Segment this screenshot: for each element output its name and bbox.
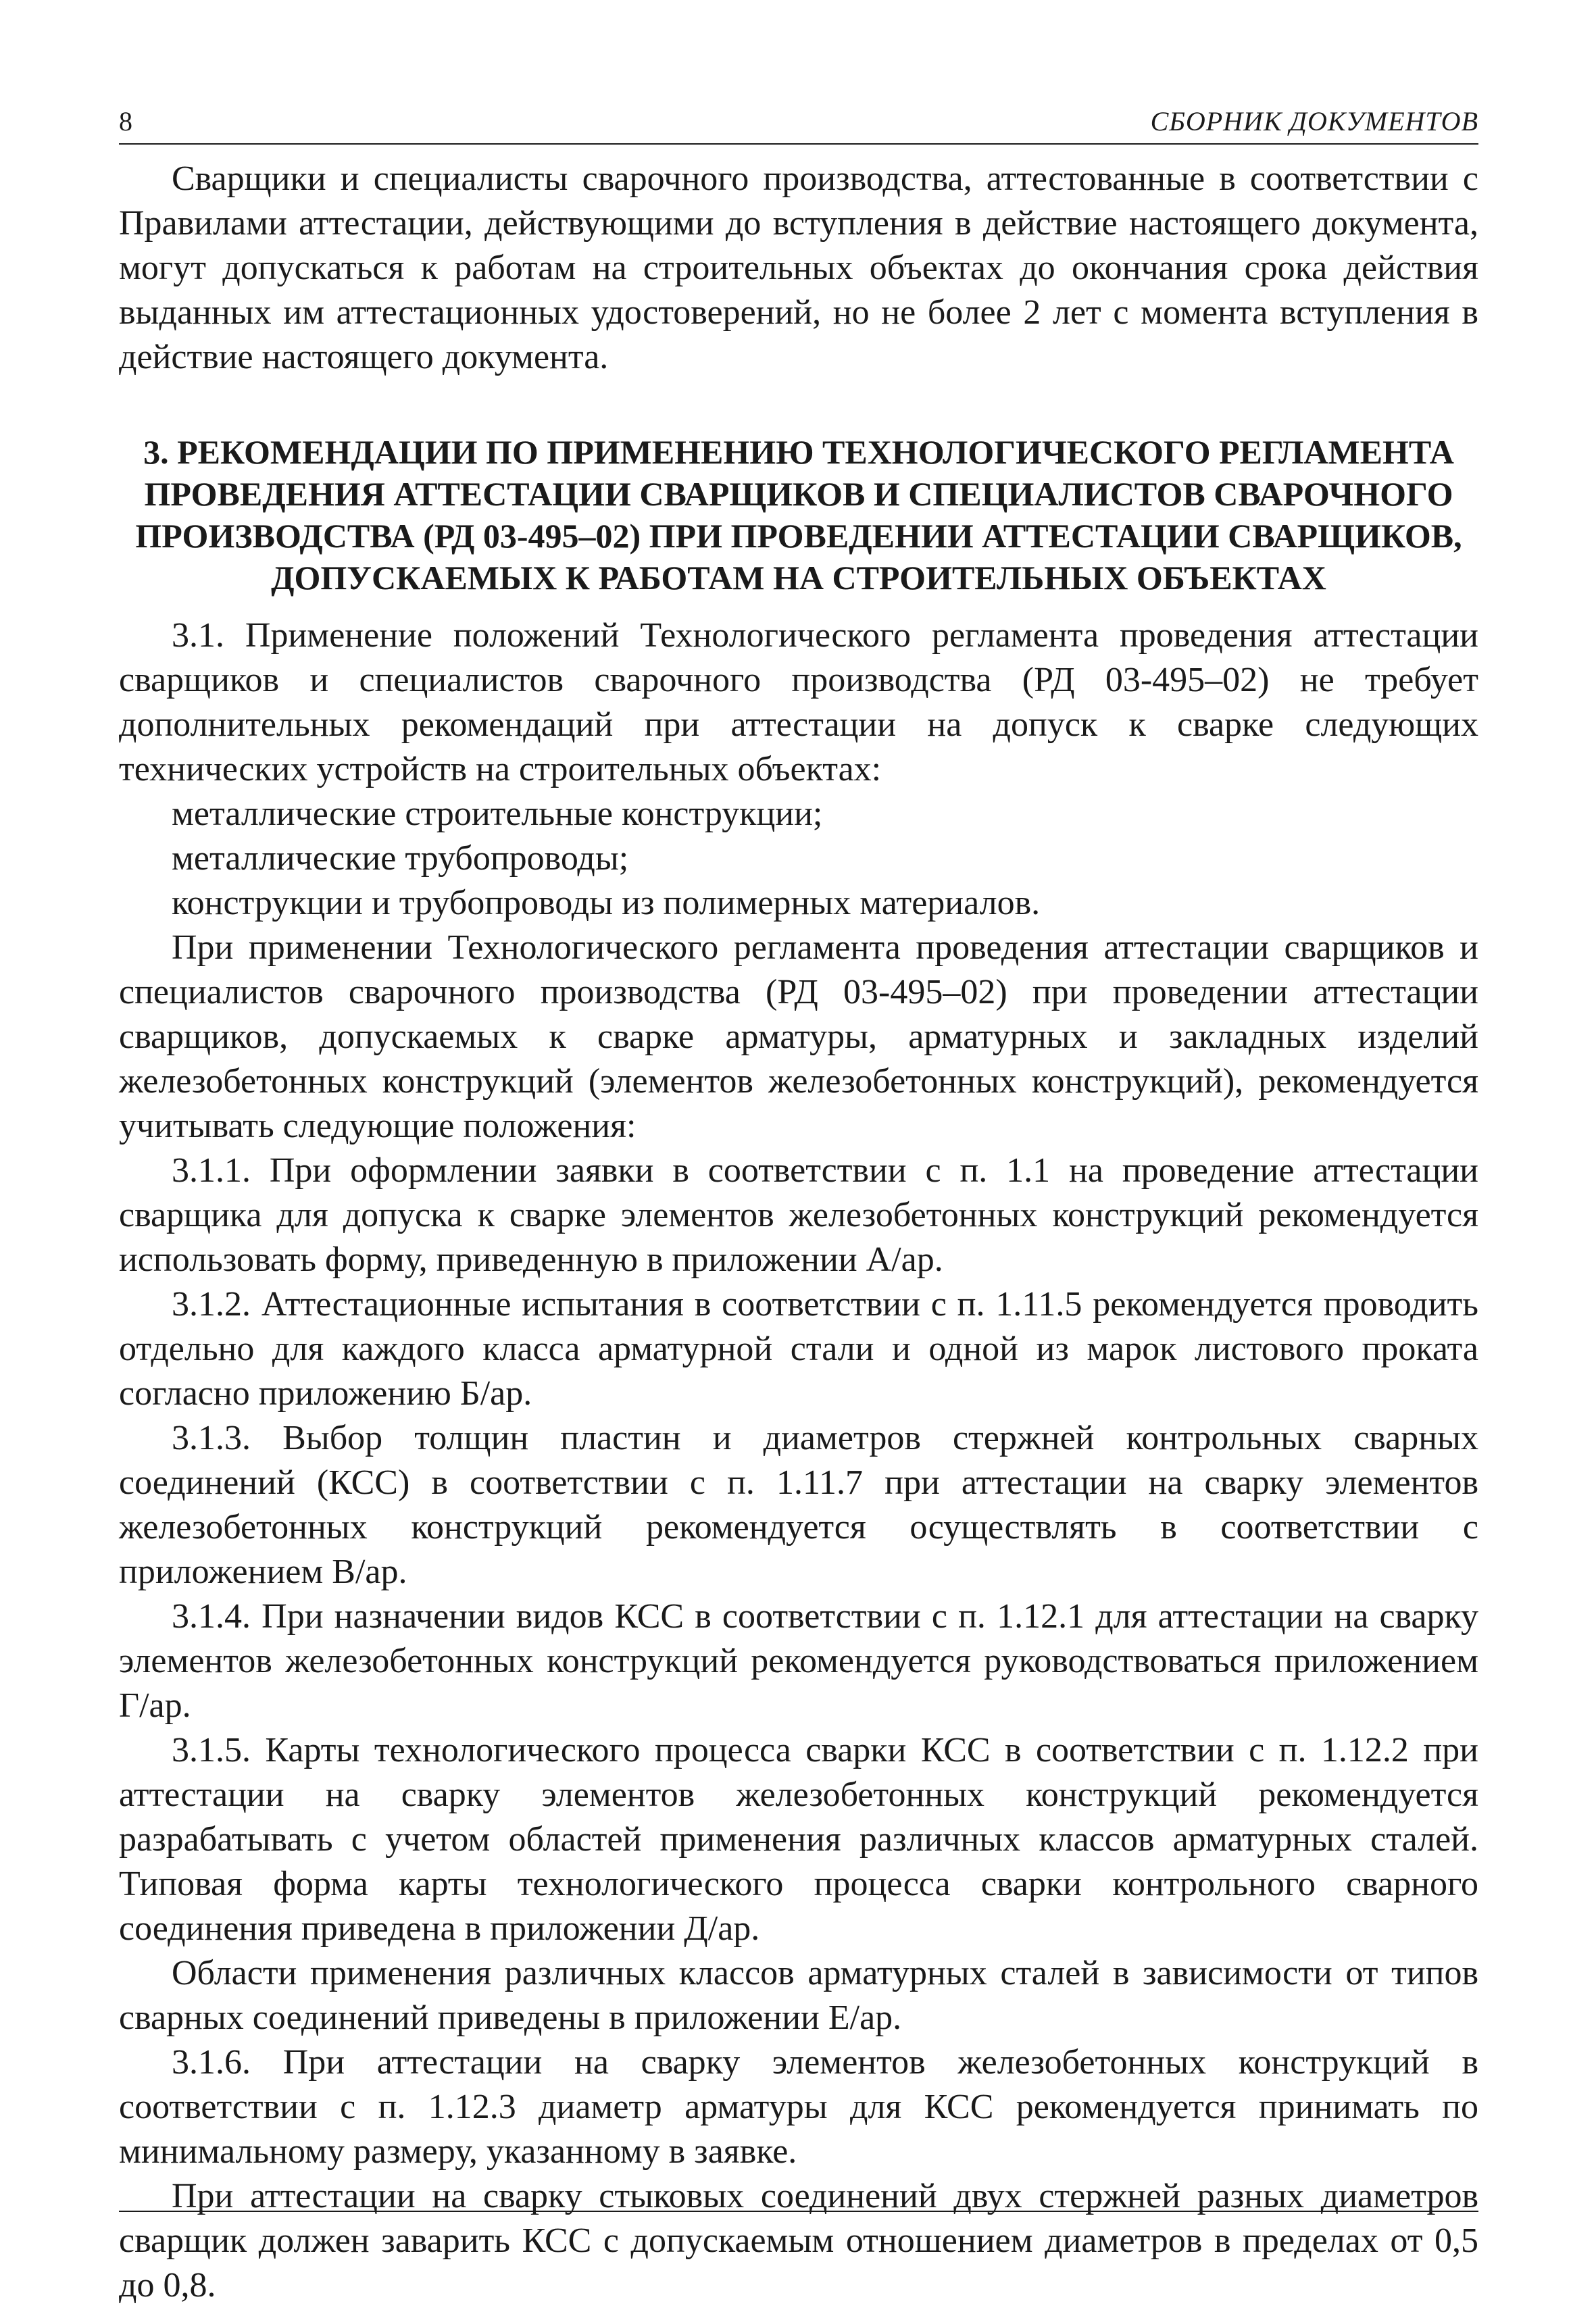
running-header xyxy=(119,103,1478,145)
paragraph-3-1-4: 3.1.4. При назначении видов КСС в соответствии с п. 1.12.1 для аттестации на сварку элементов железобетонных конструкций рекомендуется руководствоваться приложением Г/ар. xyxy=(119,1597,1478,1725)
paragraph-3-1-3: 3.1.3. Выбор толщин пластин и диаметров стержней контрольных сварных соединений (КСС) в соответствии с п. 1.11.7 при аттестации на сварку элементов железобетонных конструкций рекомендуется осуществлять в соответствии с приложением В/ар. xyxy=(119,1419,1478,1591)
paragraph-3-1-5: 3.1.5. Карты технологического процесса сварки КСС в соответствии с п. 1.12.2 при аттестации на сварку элементов железобетонных конструкций рекомендуется разрабатывать с учетом областей применения различных классов арматурных сталей. Типовая форма карты технологического процесса сварки контрольного сварного соединения приведена в приложении Д/ар. xyxy=(119,1731,1478,1948)
collection-title: СБОРНИК ДОКУМЕНТОВ xyxy=(1150,106,1478,136)
page-body xyxy=(119,157,1478,2308)
section-heading: 3. РЕКОМЕНДАЦИИ ПО ПРИМЕНЕНИЮ ТЕХНОЛОГИЧЕСКОГО РЕГЛАМЕНТА ПРОВЕДЕНИЯ АТТЕСТАЦИИ СВАРЩИКОВ И СПЕЦИАЛИСТОВ СВАРОЧНОГО ПРОИЗВОДСТВА (РД 03-495–02) ПРИ ПРОВЕДЕНИИ АТТЕСТАЦИИ СВАРЩИКОВ, ДОПУСКАЕМЫХ К РАБОТАМ НА СТРОИТЕЛЬНЫХ ОБЪЕКТАХ xyxy=(135,433,1462,597)
paragraph-fields-of-application: Области применения различных классов арматурных сталей в зависимости от типов сварных соединений приведены в приложении Е/ар. xyxy=(119,1954,1478,2037)
paragraph-3-1-1: 3.1.1. При оформлении заявки в соответствии с п. 1.1 на проведение аттестации сварщика для допуска к сварке элементов железобетонных конструкций рекомендуется использовать форму, приведенную в приложении А/ар. xyxy=(119,1151,1478,1279)
paragraph-3-1-6: 3.1.6. При аттестации на сварку элементов железобетонных конструкций в соответствии с п. 1.12.3 диаметр арматуры для КСС рекомендуется принимать по минимальному размеру, указанному в заявке. xyxy=(119,2043,1478,2171)
paragraph-3-1: 3.1. Применение положений Технологического регламента проведения аттестации сварщиков и специалистов сварочного производства (РД 03-495–02) не требует дополнительных рекомендаций при аттестации на допуск к сварке следующих технических устройств на строительных объектах: xyxy=(119,616,1478,788)
page-number: 8 xyxy=(119,106,132,136)
paragraph-butt-joints: При аттестации на сварку стыковых соединений двух стержней разных диаметров сварщик должен заварить КСС с допускаемым отношением диаметров в пределах от 0,5 до 0,8. xyxy=(119,2177,1478,2305)
paragraph-application: При применении Технологического регламента проведения аттестации сварщиков и специалистов сварочного производства (РД 03-495–02) при проведении аттестации сварщиков, допускаемых к сварке арматуры, арматурных и закладных изделий железобетонных конструкций (элементов железобетонных конструкций), рекомендуется учитывать следующие положения: xyxy=(119,928,1478,1145)
intro-paragraph: Сварщики и специалисты сварочного производства, аттестованные в соответствии с Правилами аттестации, действующими до вступления в действие настоящего документа, могут допускаться к работам на строительных объектах до окончания срока действия выданных им аттестационных удостоверений, но не более 2 лет с момента вступления в действие настоящего документа. xyxy=(119,159,1478,376)
list-item: металлические трубопроводы; xyxy=(172,839,629,878)
list-item: конструкции и трубопроводы из полимерных материалов. xyxy=(172,884,1041,922)
bottom-divider xyxy=(119,2211,1478,2212)
list-item: металлические строительные конструкции; xyxy=(172,795,823,833)
paragraph-3-1-2: 3.1.2. Аттестационные испытания в соответствии с п. 1.11.5 рекомендуется проводить отдельно для каждого класса арматурной стали и одной из марок листового проката согласно приложению Б/ар. xyxy=(119,1285,1478,1413)
